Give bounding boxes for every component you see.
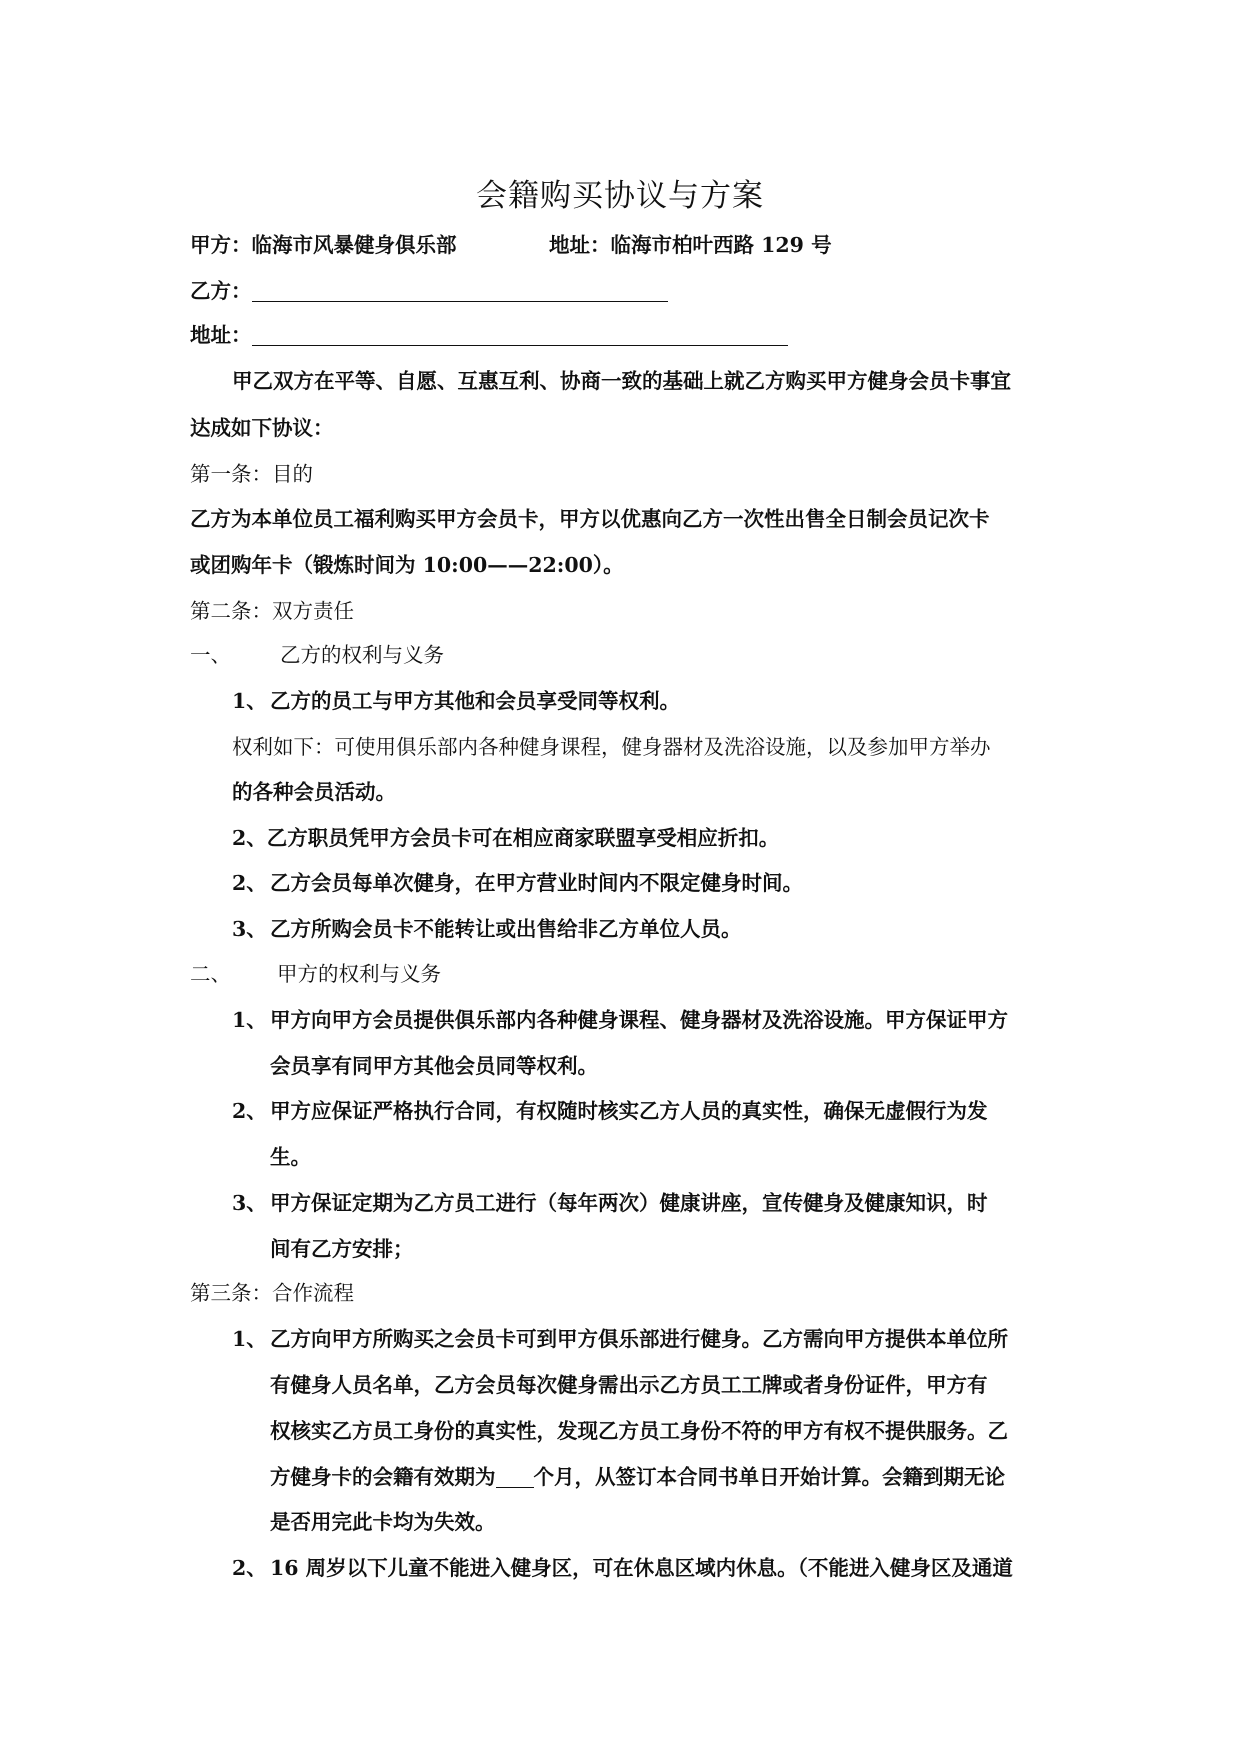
validity-text-after: 个月，从签订本合同书单日开始计算。会籍到期无论 [533,1465,1005,1489]
article-1-heading: 第一条：目的 [190,462,313,486]
party-a-address-line [549,228,832,258]
section-1-item-4 [232,912,742,942]
item-text: 甲方保证定期为乙方员工进行（每年两次）健康讲座，宣传健身及健康知识，时 [270,1191,988,1215]
article-3-item-1-line-1 [232,1322,1008,1352]
article-2-section-1-heading [190,638,444,668]
item-number: 2、 [232,871,267,895]
item-number: 2、 [232,1099,267,1123]
article-3-heading: 第三条：合作流程 [190,1281,354,1305]
item-text: 乙方所购会员卡不能转让或出售给非乙方单位人员。 [270,917,742,941]
article-3-item-1-line-5: 是否用完此卡均为失效。 [270,1510,496,1534]
party-b-address-line [190,318,788,348]
item-number: 1、 [232,1327,267,1351]
party-a-label: 甲方： [190,233,252,257]
party-a-address: 临海市柏叶西路 129 号 [610,233,832,257]
section-2-number: 二、 [190,962,231,986]
section-2-title: 甲方的权利与义务 [277,962,441,986]
item-text: 16 周岁以下儿童不能进入健身区，可在休息区域内休息。（不能进入健身区及通道 [270,1556,1013,1580]
section-1-rights-line-2: 的各种会员活动。 [232,780,396,804]
article-3-item-1-line-4 [270,1460,1005,1490]
section-1-item-1 [232,684,680,714]
item-number: 3、 [232,1191,267,1215]
item-number: 2、 [232,1556,267,1580]
party-b-label: 乙方： [190,279,252,303]
section-2-item-1-line-1 [232,1003,1008,1033]
party-b-name-blank[interactable] [252,283,668,302]
section-2-item-1-line-2: 会员享有同甲方其他会员同等权利。 [270,1054,598,1078]
document-title: 会籍购买协议与方案 [476,178,764,214]
article-2-heading: 第二条：双方责任 [190,599,354,623]
item-text: 甲方应保证严格执行合同，有权随时核实乙方人员的真实性，确保无虚假行为发 [270,1099,988,1123]
section-1-number: 一、 [190,643,231,667]
section-1-item-2: 2、乙方职员凭甲方会员卡可在相应商家联盟享受相应折扣。 [232,826,780,850]
item-text: 乙方向甲方所购买之会员卡可到甲方俱乐部进行健身。乙方需向甲方提供本单位所 [270,1327,1008,1351]
party-b-line [190,274,668,304]
party-b-address-label: 地址： [190,323,252,347]
item-text: 乙方的员工与甲方其他和会员享受同等权利。 [270,689,680,713]
article-1-line-2: 或团购年卡（锻炼时间为 10:00——22:00）。 [190,553,624,577]
article-2-section-2-heading [190,957,441,987]
party-a-address-label: 地址： [549,233,611,257]
party-b-address-blank[interactable] [252,327,788,346]
item-number: 1、 [232,1008,267,1032]
section-1-item-3 [232,866,803,896]
item-number: 3、 [232,917,267,941]
section-2-item-2-line-1 [232,1094,988,1124]
preamble-line-1: 甲乙双方在平等、自愿、互惠互利、协商一致的基础上就乙方购买甲方健身会员卡事宜 [232,369,1011,393]
party-a-line [190,228,457,258]
article-3-item-1-line-2: 有健身人员名单，乙方会员每次健身需出示乙方员工工牌或者身份证件，甲方有 [270,1373,988,1397]
section-2-item-2-line-2: 生。 [270,1145,311,1169]
preamble-line-2: 达成如下协议： [190,416,334,440]
party-a-name: 临海市风暴健身俱乐部 [251,233,457,257]
article-3-item-2-line-1 [232,1551,1013,1581]
item-text: 甲方向甲方会员提供俱乐部内各种健身课程、健身器材及洗浴设施。甲方保证甲方 [270,1008,1008,1032]
section-2-item-3-line-2: 间有乙方安排； [270,1237,414,1261]
item-text: 乙方会员每单次健身，在甲方营业时间内不限定健身时间。 [270,871,803,895]
validity-text-before: 方健身卡的会籍有效期为 [270,1465,496,1489]
item-number: 1、 [232,689,267,713]
section-1-rights-line-1: 权利如下：可使用俱乐部内各种健身课程，健身器材及洗浴设施，以及参加甲方举办 [232,735,991,759]
article-1-line-1: 乙方为本单位员工福利购买甲方会员卡，甲方以优惠向乙方一次性出售全日制会员记次卡 [190,507,990,531]
section-1-title: 乙方的权利与义务 [280,643,444,667]
section-2-item-3-line-1 [232,1186,988,1216]
article-3-item-1-line-3: 权核实乙方员工身份的真实性，发现乙方员工身份不符的甲方有权不提供服务。乙 [270,1419,1008,1443]
validity-months-blank[interactable] [496,1469,534,1488]
